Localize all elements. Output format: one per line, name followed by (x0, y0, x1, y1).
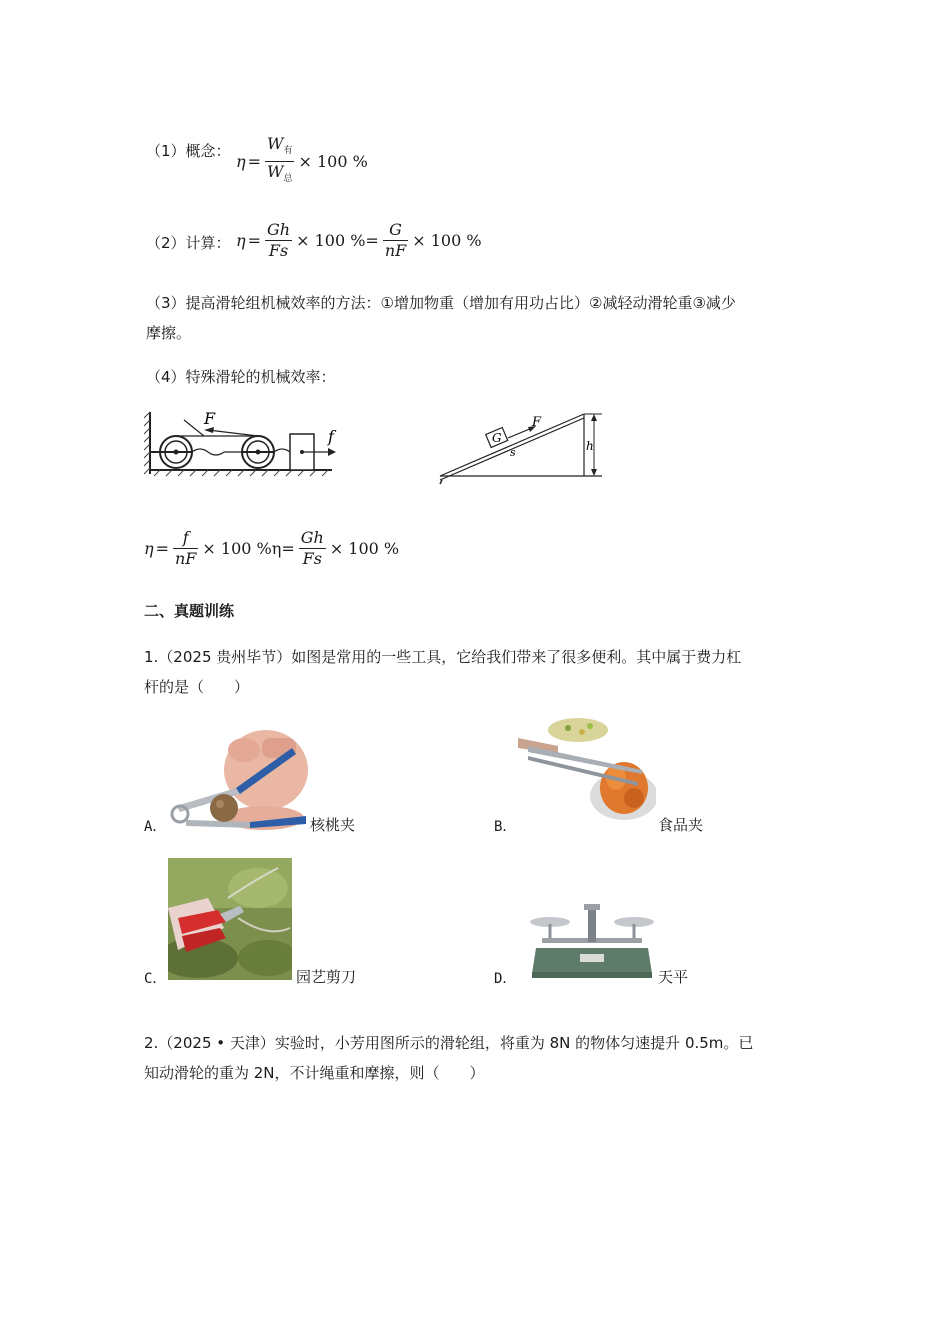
item3-line2: 摩擦。 (146, 324, 192, 342)
eta-symbol: η (236, 152, 246, 171)
question2-line2: 知动滑轮的重为 2N，不计绳重和摩擦，则（ ） (144, 1064, 485, 1082)
inclined-plane-diagram (436, 408, 606, 488)
times-100-percent: × 100 % (412, 231, 482, 250)
option-c-letter[interactable]: C． (144, 971, 167, 987)
option-c-caption: 园艺剪刀 (296, 968, 357, 986)
question1-line1: 1.（2025 贵州毕节）如图是常用的一些工具，它给我们带来了很多便利。其中属于费力杠 (144, 648, 742, 666)
denominator: Fs (302, 549, 322, 568)
numerator: Gh (267, 220, 291, 239)
question1-line2: 杆的是（ ） (144, 678, 250, 696)
numerator: f (182, 528, 189, 547)
fraction-g-over-nf (383, 220, 408, 261)
distance-s-label: s (510, 446, 516, 459)
food-tongs-image (518, 718, 656, 824)
numerator-w: W (267, 134, 284, 153)
special-pulley-efficiency-formula (144, 528, 401, 569)
option-a-letter[interactable]: A． (144, 819, 167, 835)
friction-f-label: f (328, 427, 334, 446)
times-100-percent-eta-equals: × 100 %η= (202, 539, 295, 558)
section-heading: 二、真题训练 (144, 602, 235, 620)
force-f-label: F (204, 409, 216, 428)
equals-sign: = (247, 231, 261, 250)
efficiency-definition-formula (236, 134, 370, 189)
balance-scale-image (528, 898, 656, 980)
weight-g-label: G (492, 431, 502, 445)
walnut-cracker-image (166, 726, 308, 830)
item2-label: （2）计算： (146, 234, 231, 252)
times-100-percent-equals: × 100 %= (296, 231, 379, 250)
horizontal-pulley-diagram (144, 408, 344, 482)
option-d-letter[interactable]: D． (494, 971, 517, 987)
denominator: nF (384, 241, 407, 260)
numerator-subscript: 有 (283, 146, 293, 156)
force-f-label: F (532, 415, 542, 430)
denominator: Fs (268, 241, 289, 260)
fraction-gh-over-fs (265, 220, 292, 261)
efficiency-calculation-formula (236, 220, 484, 261)
eta-symbol: η (236, 231, 246, 250)
numerator: Gh (300, 528, 324, 547)
height-h-label: h (586, 439, 594, 453)
item3-line1: （3）提高滑轮组机械效率的方法：①增加物重（增加有用功占比）②减轻动滑轮重③减少 (146, 294, 736, 312)
denominator: nF (175, 549, 197, 568)
numerator: G (389, 220, 402, 239)
question2-line1: 2.（2025 • 天津）实验时，小芳用图所示的滑轮组，将重为 8N 的物体匀速提升 0.5m。已 (144, 1034, 754, 1052)
denominator-subscript: 总 (283, 174, 293, 184)
fraction-f-over-nf (173, 528, 198, 569)
fraction-w-useful-over-w-total (265, 134, 294, 189)
option-b-letter[interactable]: B． (494, 819, 517, 835)
eta-symbol: η (144, 539, 154, 558)
item4-label: （4）特殊滑轮的机械效率： (146, 368, 336, 386)
option-b-caption: 食品夹 (658, 816, 704, 834)
denominator-w: W (267, 162, 284, 181)
fraction-gh-over-fs (299, 528, 326, 569)
option-a-caption: 核桃夹 (310, 816, 356, 834)
option-d-caption: 天平 (658, 968, 689, 986)
equals-sign: = (247, 152, 261, 171)
item1-label: （1）概念： (146, 142, 231, 160)
equals-sign: = (155, 539, 169, 558)
times-100-percent: × 100 % (329, 539, 400, 558)
times-100-percent: × 100 % (298, 152, 368, 171)
garden-shears-image (168, 858, 292, 980)
